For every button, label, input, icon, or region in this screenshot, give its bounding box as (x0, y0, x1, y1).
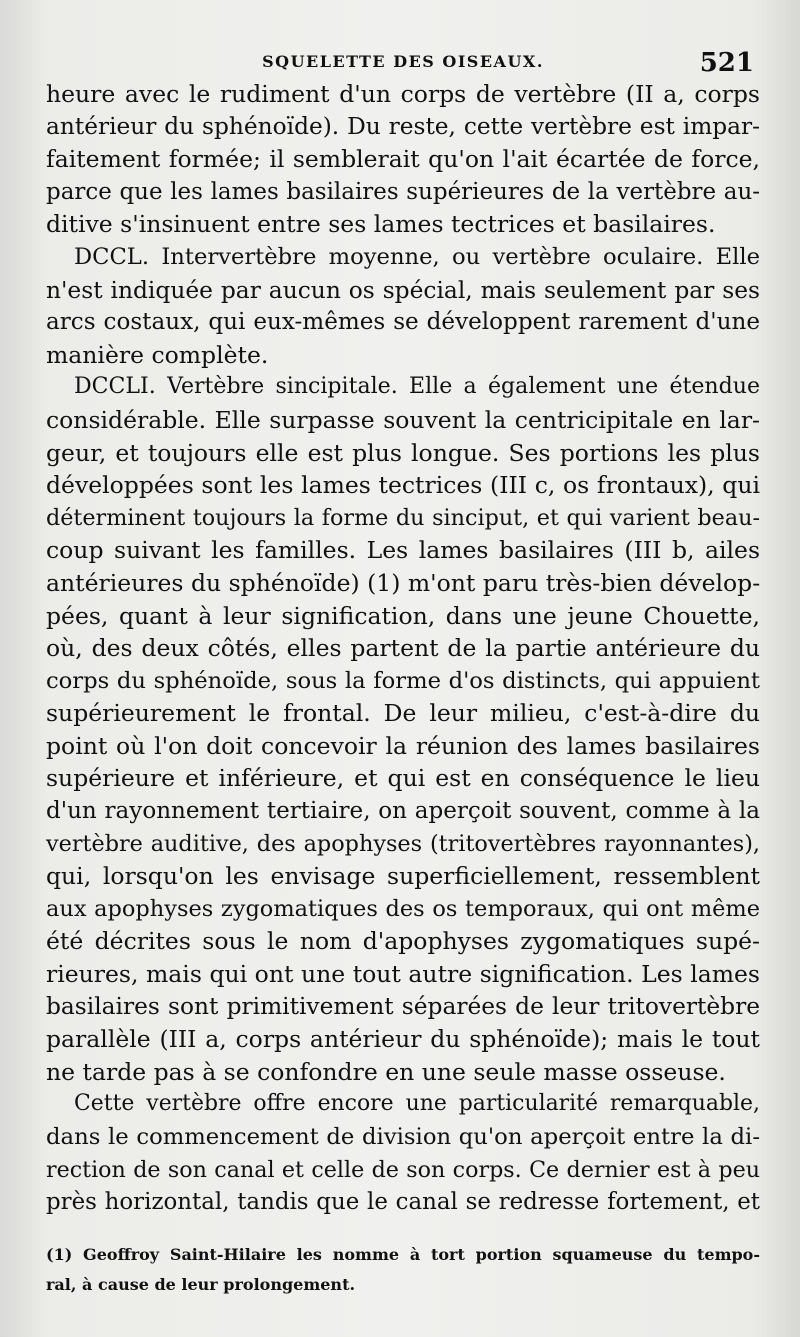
text-line: DCCLI. Vertèbre sincipitale. Elle a également une étendue (74, 374, 760, 400)
text-line: antérieur du sphénoïde). Du reste, cette vertèbre est impar- (46, 112, 760, 140)
paragraph-dccl (46, 241, 760, 371)
text-line: DCCL. Intervertèbre moyenne, ou vertèbre oculaire. Elle (74, 243, 760, 270)
text-line: parallèle (III a, corps antérieur du sphénoïde); mais le tout (46, 1025, 760, 1054)
paragraph-continuation (46, 78, 760, 241)
text-line: arcs costaux, qui eux-mêmes se développent rarement d'une (46, 309, 760, 336)
footnote (46, 1240, 760, 1300)
text-line: manière complète. (46, 340, 269, 369)
text-line: rieures, mais qui ont une tout autre signification. Les lames (46, 960, 760, 989)
text-line: déterminent toujours la forme du sinciput, et qui varient beau- (46, 504, 760, 531)
text-line: faitement formée; il semblerait qu'on l'ait écartée de force, (46, 145, 760, 174)
text-line: considérable. Elle surpasse souvent la centricipitale en lar- (46, 405, 760, 434)
text-line: près horizontal, tandis que le canal se redresse fortement, et (46, 1189, 760, 1216)
text-line: antérieures du sphénoïde) (1) m'ont paru très-bien dévelop- (46, 568, 761, 597)
text-line: rection de son canal et celle de son corps. Ce dernier est à peu (46, 1156, 760, 1183)
text-line: où, des deux côtés, elles partent de la partie antérieure du (46, 634, 760, 663)
text-line: supérieure et inférieure, et qui est en conséquence le lieu (46, 764, 760, 793)
body-text (46, 78, 760, 1219)
running-head (46, 48, 760, 78)
footnote-line: (1) Geoffroy Saint-Hilaire les nomme à tort portion squameuse du tempo- (46, 1245, 760, 1264)
text-line: développées sont les lames tectrices (III c, os frontaux), qui (46, 471, 760, 500)
text-line: Cette vertèbre offre encore une particularité remarquable, (74, 1091, 760, 1117)
paragraph-cette-vertebre (46, 1088, 760, 1218)
text-line: geur, et toujours elle est plus longue. Ses portions les plus (46, 438, 760, 467)
text-line: vertèbre auditive, des apophyses (tritovertèbres rayonnantes), (46, 830, 760, 857)
text-line: supérieurement le frontal. De leur milieu, c'est-à-dire du (46, 699, 760, 728)
text-line: ne tarde pas à se confondre en une seule masse osseuse. (46, 1057, 726, 1086)
running-title: SQUELETTE DES OISEAUX. (262, 52, 544, 71)
text-line: qui, lorsqu'on les envisage superficiellement, ressemblent (46, 862, 760, 891)
text-line: n'est indiquée par aucun os spécial, mais seulement par ses (46, 275, 760, 304)
text-line: pées, quant à leur signification, dans une jeune Chouette, (46, 601, 760, 630)
text-line: corps du sphénoïde, sous la forme d'os distincts, qui appuient (46, 667, 760, 694)
footnote-line: ral, à cause de leur prolongement. (46, 1275, 356, 1294)
text-line: basilaires sont primitivement séparées de leur tritovertèbre (46, 992, 760, 1020)
text-line: point où l'on doit concevoir la réunion des lames basilaires (46, 731, 760, 760)
text-line: parce que les lames basilaires supérieures de la vertèbre au- (46, 178, 760, 205)
text-line: coup suivant les familles. Les lames basilaires (III b, ailes (46, 536, 760, 565)
page-number: 521 (699, 48, 754, 78)
text-line: ditive s'insinuent entre ses lames tectrices et basilaires. (46, 210, 716, 239)
text-line: aux apophyses zygomatiques des os temporaux, qui ont même (46, 895, 760, 922)
text-line: dans le commencement de division qu'on aperçoit entre la di- (46, 1124, 760, 1150)
text-line: été décrites sous le nom d'apophyses zygomatiques supé- (46, 927, 760, 956)
paragraph-dccli (46, 371, 760, 1088)
text-line: heure avec le rudiment d'un corps de vertèbre (II a, corps (46, 80, 760, 108)
text-line: d'un rayonnement tertiaire, on aperçoit souvent, comme à la (46, 798, 760, 825)
